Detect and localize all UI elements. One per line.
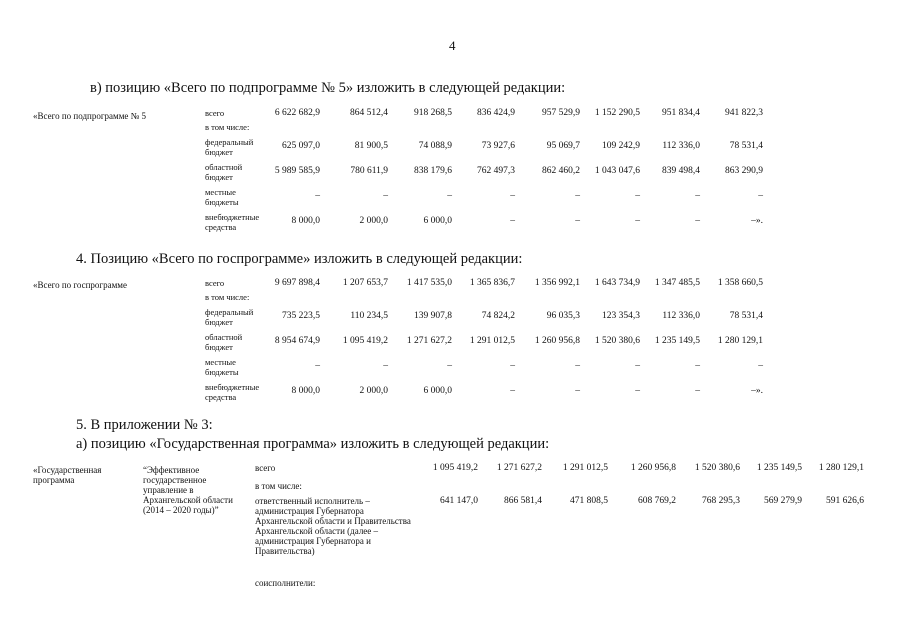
cell-value: 95 069,7 xyxy=(546,141,580,151)
cell-value: – xyxy=(575,361,580,371)
cell-value: – xyxy=(758,191,763,201)
cell-value: 951 834,4 xyxy=(662,108,700,118)
cell-value: 9 697 898,4 xyxy=(274,278,320,288)
cell-value: – xyxy=(575,191,580,201)
cell-value: 1 520 380,6 xyxy=(594,336,640,346)
cell-value: 6 000,0 xyxy=(423,216,452,226)
row-label: внебюджетные средства xyxy=(205,382,260,402)
cell-value: 838 179,6 xyxy=(414,166,452,176)
row-label: областной бюджет xyxy=(205,162,243,182)
cell-value: 768 295,3 xyxy=(702,496,740,506)
section-4-heading: 4. Позицию «Всего по госпрограмме» изложить в следующей редакции: xyxy=(76,251,523,267)
cell-value: 6 000,0 xyxy=(423,386,452,396)
cell-value: 1 235 149,5 xyxy=(654,336,700,346)
cell-value: 762 497,3 xyxy=(477,166,515,176)
cell-value: 1 358 660,5 xyxy=(717,278,763,288)
section-5-col2: “Эффективное государственное управление в Архангельской области (2014 – 2020 годы)” xyxy=(143,465,233,515)
row-label: областной бюджет xyxy=(205,332,243,352)
cell-value: 1 260 956,8 xyxy=(630,463,676,473)
row-label: ответственный исполнитель – администрация Губернатора Архангельской области и Правительства Архангельской области (далее – администрация Губернатора и Правительства) xyxy=(255,496,411,556)
cell-value: 864 512,4 xyxy=(350,108,388,118)
cell-value: 1 520 380,6 xyxy=(694,463,740,473)
cell-value: – xyxy=(635,191,640,201)
cell-value: 569 279,9 xyxy=(764,496,802,506)
cell-value: – xyxy=(447,361,452,371)
cell-value: 836 424,9 xyxy=(477,108,515,118)
cell-value: 1 260 956,8 xyxy=(534,336,580,346)
cell-value: 1 095 419,2 xyxy=(342,336,388,346)
cell-value: 1 291 012,5 xyxy=(562,463,608,473)
cell-value: 471 808,5 xyxy=(570,496,608,506)
cell-value: 1 356 992,1 xyxy=(534,278,580,288)
row-label: федеральный бюджет xyxy=(205,307,254,327)
section-v-heading: в) позицию «Всего по подпрограмме № 5» изложить в следующей редакции: xyxy=(90,80,566,96)
cell-value: 1 280 129,1 xyxy=(818,463,864,473)
cell-value: 1 043 047,6 xyxy=(594,166,640,176)
cell-value: 96 035,3 xyxy=(546,311,580,321)
cell-value: 5 989 585,9 xyxy=(274,166,320,176)
cell-value: 74 088,9 xyxy=(418,141,452,151)
section-5-subheading: а) позицию «Государственная программа» изложить в следующей редакции: xyxy=(76,436,550,452)
cell-value: – xyxy=(510,191,515,201)
cell-value: – xyxy=(635,386,640,396)
cell-value: 918 268,5 xyxy=(414,108,452,118)
cell-value: – xyxy=(315,361,320,371)
row-label: всего xyxy=(205,278,225,288)
cell-value: 78 531,4 xyxy=(729,311,763,321)
cell-value: – xyxy=(695,361,700,371)
cell-value: 591 626,6 xyxy=(826,496,864,506)
section-5-heading: 5. В приложении № 3: xyxy=(76,417,213,433)
cell-value: 8 000,0 xyxy=(291,216,320,226)
cell-value: 1 235 149,5 xyxy=(756,463,802,473)
cell-value: – xyxy=(758,361,763,371)
cell-value: 1 643 734,9 xyxy=(594,278,640,288)
cell-value: – xyxy=(510,386,515,396)
cell-value: 2 000,0 xyxy=(359,216,388,226)
section-5-col1: «Государственная программа xyxy=(33,465,102,485)
cell-value: 735 223,5 xyxy=(282,311,320,321)
cell-value: 139 907,8 xyxy=(414,311,452,321)
cell-value: –». xyxy=(751,216,763,226)
cell-value: 2 000,0 xyxy=(359,386,388,396)
row-label: в том числе: xyxy=(205,292,250,302)
cell-value: 863 290,9 xyxy=(725,166,763,176)
cell-value: – xyxy=(695,386,700,396)
row-label: местные бюджеты xyxy=(205,187,239,207)
cell-value: – xyxy=(695,216,700,226)
cell-value: 81 900,5 xyxy=(354,141,388,151)
cell-value: – xyxy=(575,386,580,396)
row-label: местные бюджеты xyxy=(205,357,239,377)
cell-value: 957 529,9 xyxy=(542,108,580,118)
cell-value: 1 280 129,1 xyxy=(717,336,763,346)
row-label: в том числе: xyxy=(205,122,250,132)
cell-value: 8 954 674,9 xyxy=(274,336,320,346)
cell-value: 6 622 682,9 xyxy=(274,108,320,118)
row-label: всего xyxy=(255,463,276,473)
cell-value: – xyxy=(383,361,388,371)
cell-value: – xyxy=(315,191,320,201)
cell-value: 1 291 012,5 xyxy=(469,336,515,346)
cell-value: 780 611,9 xyxy=(350,166,388,176)
cell-value: 1 347 485,5 xyxy=(654,278,700,288)
cell-value: 74 824,2 xyxy=(481,311,515,321)
cell-value: – xyxy=(635,361,640,371)
row-label: в том числе: xyxy=(255,481,302,491)
cell-value: –». xyxy=(751,386,763,396)
section-v-row-label: «Всего по подпрограмме № 5 xyxy=(33,111,146,121)
cell-value: – xyxy=(695,191,700,201)
cell-value: 866 581,4 xyxy=(504,496,542,506)
row-label: внебюджетные средства xyxy=(205,212,260,232)
cell-value: 1 271 627,2 xyxy=(496,463,542,473)
cell-value: 1 417 535,0 xyxy=(406,278,452,288)
cell-value: 862 460,2 xyxy=(542,166,580,176)
cell-value: 109 242,9 xyxy=(602,141,640,151)
cell-value: – xyxy=(635,216,640,226)
page-number: 4 xyxy=(449,38,456,53)
cell-value: 1 365 836,7 xyxy=(469,278,515,288)
cell-value: 839 498,4 xyxy=(662,166,700,176)
cell-value: 123 354,3 xyxy=(602,311,640,321)
cell-value: 8 000,0 xyxy=(291,386,320,396)
cell-value: 110 234,5 xyxy=(350,311,388,321)
cell-value: 641 147,0 xyxy=(440,496,478,506)
cell-value: 1 095 419,2 xyxy=(432,463,478,473)
row-label: всего xyxy=(205,108,225,118)
cell-value: 625 097,0 xyxy=(282,141,320,151)
section-4-row-label: «Всего по госпрограмме xyxy=(33,280,127,290)
cell-value: – xyxy=(575,216,580,226)
cell-value: 1 207 653,7 xyxy=(342,278,388,288)
cell-value: 112 336,0 xyxy=(662,141,700,151)
cell-value: 78 531,4 xyxy=(729,141,763,151)
cell-value: 112 336,0 xyxy=(662,311,700,321)
cell-value: 941 822,3 xyxy=(725,108,763,118)
cell-value: – xyxy=(447,191,452,201)
cell-value: 73 927,6 xyxy=(481,141,515,151)
cell-value: – xyxy=(510,216,515,226)
row-label: федеральный бюджет xyxy=(205,137,254,157)
cell-value: – xyxy=(510,361,515,371)
cell-value: 608 769,2 xyxy=(638,496,676,506)
cell-value: 1 271 627,2 xyxy=(406,336,452,346)
row-label: соисполнители: xyxy=(255,578,316,588)
cell-value: – xyxy=(383,191,388,201)
cell-value: 1 152 290,5 xyxy=(594,108,640,118)
